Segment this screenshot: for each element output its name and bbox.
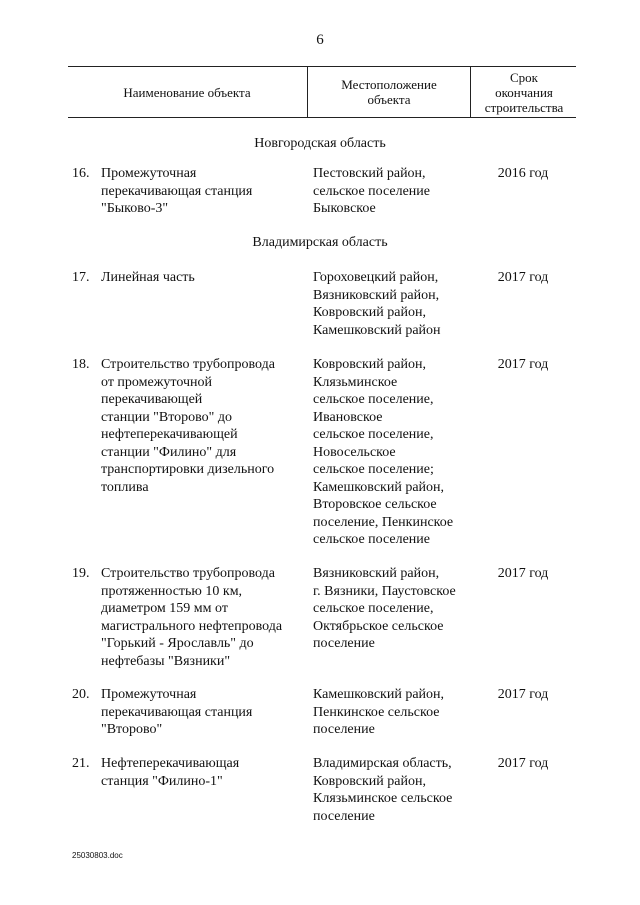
row-number: 18. [72, 357, 90, 372]
row-number: 21. [72, 756, 90, 771]
header-location-line: Местоположение [341, 77, 437, 92]
object-name-cell-line: Строительство трубопровода [101, 566, 275, 581]
object-name-cell-line: станции "Второво" до [101, 409, 233, 425]
object-name-cell-line: станция "Филино-1" [101, 773, 223, 789]
header-deadline-line: строительства [484, 99, 564, 115]
object-name-cell-line: Промежуточная [101, 166, 197, 181]
object-name-cell-line: перекачивающая станция [101, 183, 253, 199]
object-name-cell-line: Строительство трубопровода [101, 357, 275, 372]
location-cell-line: Ковровский район, [313, 357, 426, 372]
location-cell-line: сельское поселение, [313, 601, 434, 616]
location-cell-line: сельское поселение [313, 183, 430, 199]
object-name-cell-line: нефтебазы "Вязники" [101, 653, 231, 669]
location-cell [313, 565, 485, 653]
region-heading: Новгородская область [254, 136, 386, 151]
object-name-cell-line: диаметром 159 мм от [101, 601, 228, 616]
location-cell-line: Камешковский район, [313, 479, 445, 495]
location-cell-line: Пестовский район, [313, 166, 426, 181]
location-cell-line: сельское поселение [313, 532, 430, 547]
location-cell [313, 755, 485, 825]
object-name-cell-line: нефтеперекачивающей [101, 427, 238, 442]
header-location-line: объекта [367, 92, 411, 107]
row-number: 17. [72, 270, 90, 285]
location-cell-line: Клязьминское [313, 374, 398, 390]
location-cell-line: сельское поселение; [313, 462, 434, 477]
location-cell-line: поселение [313, 722, 375, 737]
region-heading: Владимирская область [252, 235, 388, 250]
location-cell-line: Вязниковский район, [313, 287, 440, 303]
location-cell-line: поселение [313, 808, 375, 824]
page-number: 6 [316, 32, 324, 48]
table-header [68, 66, 576, 118]
deadline-cell: 2017 год [497, 357, 549, 372]
object-name-cell-line: перекачивающей [101, 392, 203, 407]
location-cell-line: Ковровский район, [313, 305, 426, 320]
location-cell-line: Быковское [313, 201, 376, 216]
object-name-cell-line: транспортировки дизельного [101, 462, 275, 477]
object-name-cell [101, 755, 306, 790]
location-cell-line: Гороховецкий район, [313, 270, 439, 285]
object-name-cell [101, 269, 306, 287]
location-cell-line: Ковровский район, [313, 773, 426, 789]
deadline-cell: 2017 год [497, 756, 549, 771]
location-cell-line: сельское поселение, [313, 392, 434, 407]
header-deadline-column [470, 67, 577, 117]
location-cell-line: Новосельское [313, 444, 396, 460]
location-cell-line: Клязьминское сельское [313, 791, 453, 806]
object-name-cell-line: Нефтеперекачивающая [101, 756, 240, 771]
location-cell-line: сельское поселение, [313, 427, 434, 442]
location-cell-line: Второвское сельское [313, 497, 437, 512]
location-cell [313, 269, 485, 339]
location-cell-line: Владимирская область, [313, 756, 452, 771]
deadline-cell: 2017 год [497, 566, 549, 581]
object-name-cell-line: топлива [101, 479, 149, 495]
location-cell-line: Вязниковский район, [313, 566, 440, 581]
object-name-cell-line: протяженностью 10 км, [101, 583, 243, 599]
object-name-cell-line: станции "Филино" для [101, 444, 237, 460]
object-name-cell-line: от промежуточной [101, 374, 213, 390]
location-cell-line: г. Вязники, Паустовское [313, 583, 456, 599]
object-name-cell-line: "Второво" [101, 722, 163, 737]
location-cell [313, 356, 485, 549]
location-cell-line: Ивановское [313, 409, 383, 425]
header-location-column [307, 67, 470, 117]
location-cell [313, 686, 485, 739]
object-name-cell-line: Промежуточная [101, 687, 197, 702]
object-name-cell [101, 686, 306, 739]
object-name-cell [101, 565, 306, 670]
header-deadline-line: Срок [510, 69, 538, 85]
location-cell-line: Камешковский район, [313, 687, 445, 702]
object-name-cell-line: "Быково-3" [101, 201, 169, 216]
deadline-cell: 2016 год [497, 166, 549, 181]
object-name-cell-line: "Горький - Ярославль" до [101, 636, 254, 651]
location-cell-line: поселение, Пенкинское [313, 514, 454, 530]
object-name-cell-line: магистрального нефтепровода [101, 618, 283, 634]
object-name-cell-line: Линейная часть [101, 270, 195, 285]
deadline-cell: 2017 год [497, 687, 549, 702]
header-deadline-line: окончания [495, 84, 553, 100]
location-cell-line: Пенкинское сельское [313, 704, 440, 720]
object-name-cell [101, 356, 306, 496]
location-cell-line: поселение [313, 636, 375, 651]
deadline-cell: 2017 год [497, 270, 549, 285]
location-cell-line: Октябрьское сельское [313, 618, 444, 634]
location-cell [313, 165, 485, 218]
row-number: 20. [72, 687, 90, 702]
document-code: 25030803.doc [72, 851, 123, 860]
row-number: 19. [72, 566, 90, 581]
row-number: 16. [72, 166, 90, 181]
object-name-cell [101, 165, 306, 218]
location-cell-line: Камешковский район [313, 322, 441, 338]
object-name-cell-line: перекачивающая станция [101, 704, 253, 720]
header-name-column: Наименование объекта [123, 84, 251, 100]
